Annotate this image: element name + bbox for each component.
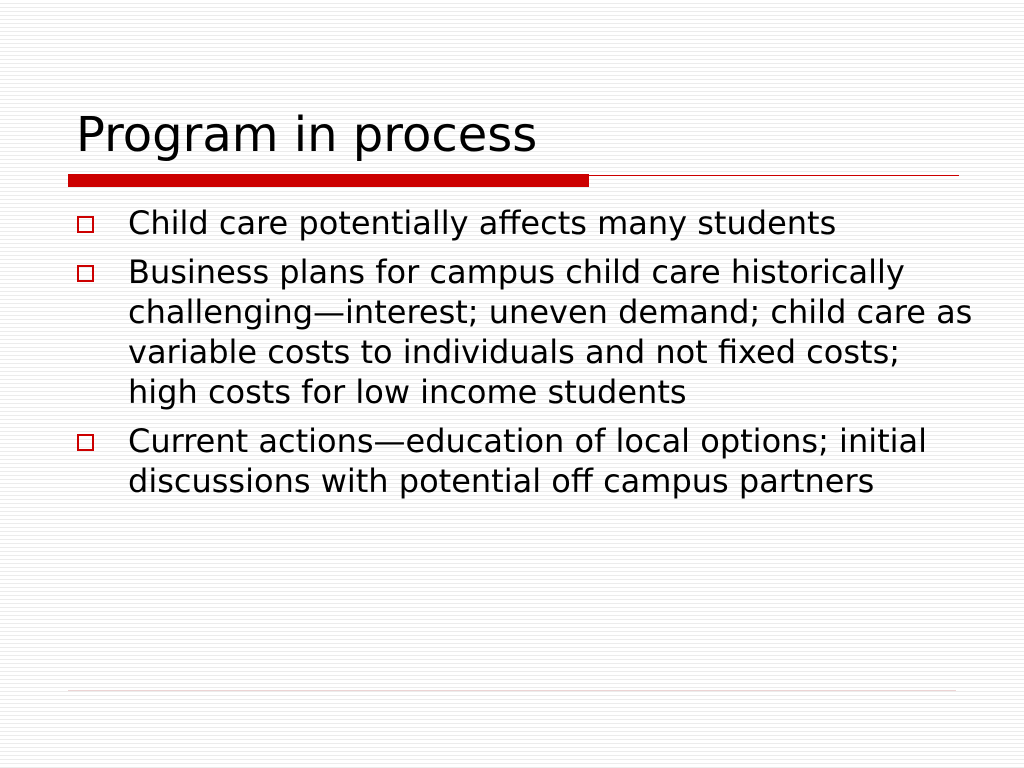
title-underline-thick bbox=[68, 174, 589, 187]
title-underline-thin bbox=[589, 175, 959, 176]
bullet-text: Current actions—education of local options; initial discussions with potential off campus partners bbox=[128, 422, 928, 500]
bullet-item bbox=[75, 421, 975, 501]
bullet-item bbox=[75, 252, 975, 412]
bullet-item bbox=[75, 203, 975, 243]
bullet-text: Business plans for campus child care historically challenging—interest; uneven demand; child care as variable costs to individuals and not fixed costs; high costs for low income students bbox=[128, 253, 973, 411]
hollow-square-bullet-icon bbox=[77, 216, 94, 233]
slide-title: Program in process bbox=[76, 107, 538, 163]
hollow-square-bullet-icon bbox=[77, 265, 94, 282]
bullet-list bbox=[75, 203, 975, 510]
hollow-square-bullet-icon bbox=[77, 434, 94, 451]
bullet-text: Child care potentially affects many students bbox=[128, 204, 837, 242]
footer-divider bbox=[68, 690, 956, 691]
